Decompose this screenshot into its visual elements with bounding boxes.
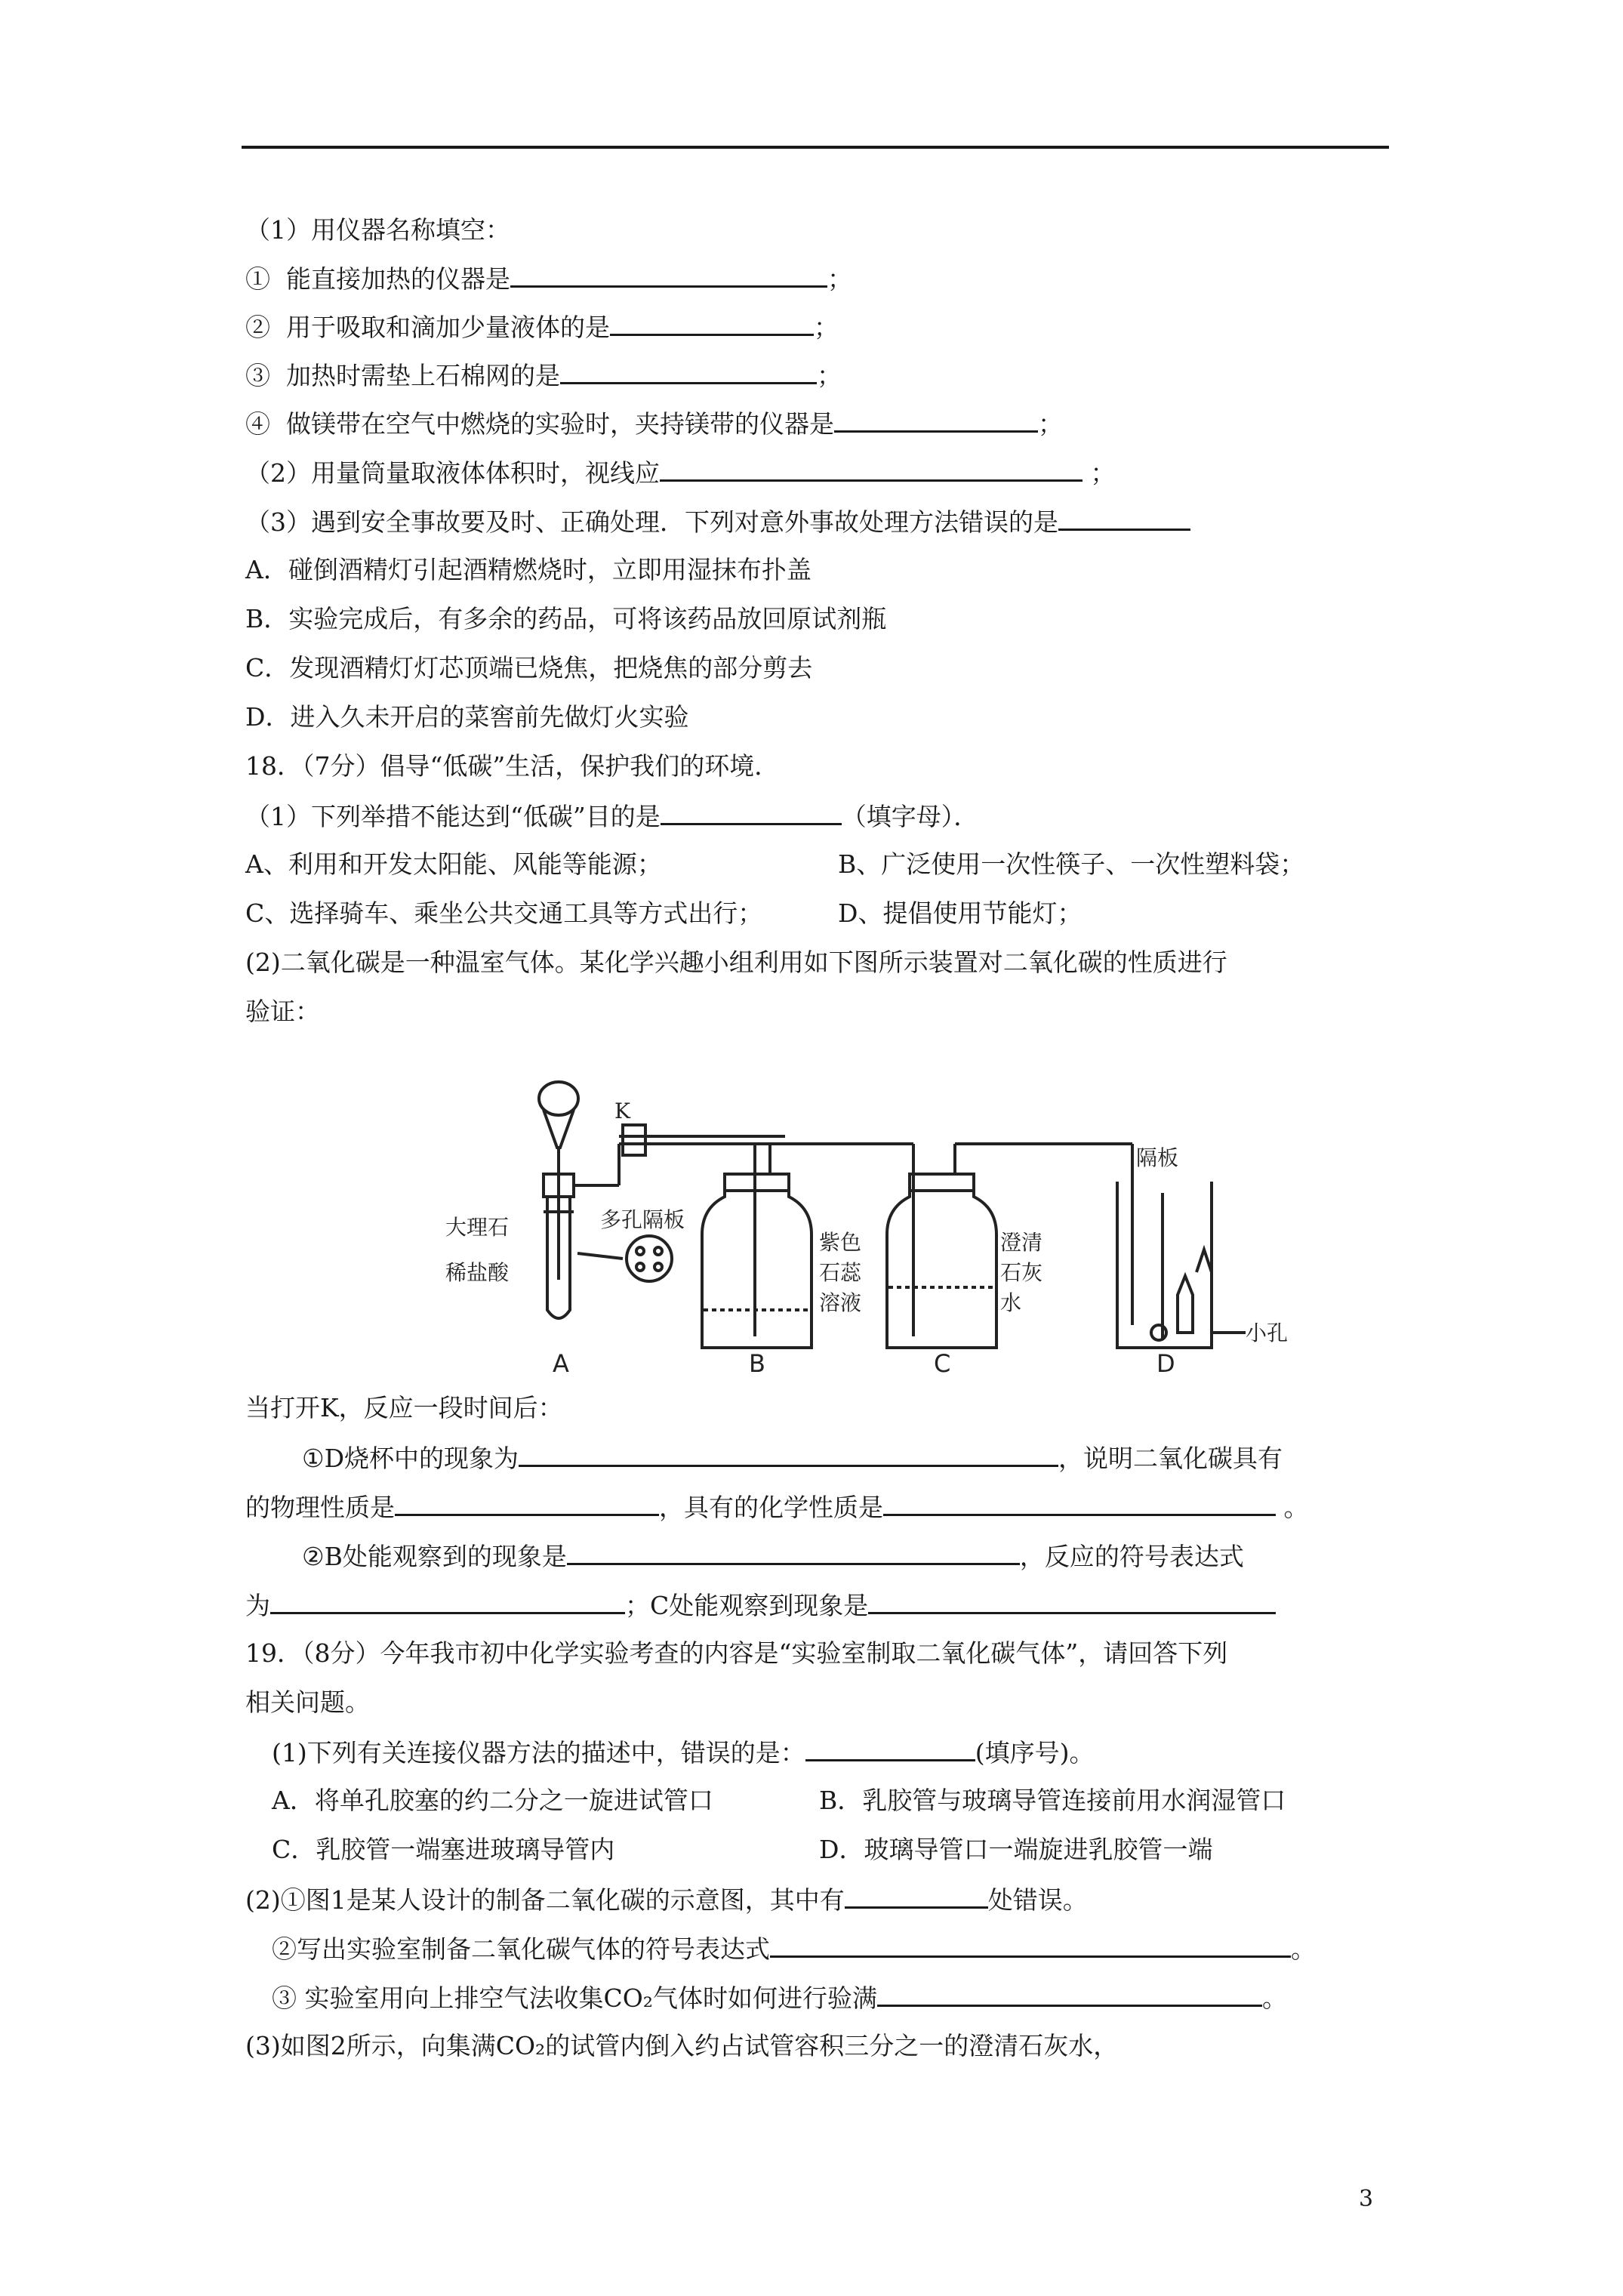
q17-item-2: ② 用于吸取和滴加少量液体的是 ； — [245, 313, 839, 342]
q18-option-a: A、利用和开发太阳能、风能等能源； — [245, 849, 662, 879]
q18-sub2-line2: 验证： — [245, 997, 320, 1026]
q18-d-observation: ①D烧杯中的现象为 ，说明二氧化碳具有 — [302, 1444, 1283, 1473]
q17-sub1-title: （1）用仪器名称填空： — [245, 215, 510, 245]
answer-blank[interactable] — [770, 1933, 1291, 1958]
q17-sub2: （2）用量筒量取液体体积时，视线应 ； — [245, 458, 1116, 488]
q18-b-equation: 为 ；C处能观察到现象是 — [245, 1589, 1276, 1621]
label-hole: 小孔 — [1246, 1321, 1289, 1345]
answer-blank[interactable] — [868, 1589, 1276, 1614]
q17-sub3: （3）遇到安全事故要及时、正确处理．下列对意外事故处理方法错误的是 — [245, 506, 1190, 538]
label-d: D — [1156, 1349, 1175, 1378]
apparatus-figure — [317, 1061, 1298, 1378]
answer-blank[interactable] — [660, 457, 1083, 482]
answer-blank[interactable] — [510, 263, 827, 288]
label-divider: 隔板 — [1136, 1145, 1179, 1170]
label-litmus-1: 紫色 — [819, 1230, 862, 1255]
answer-blank[interactable] — [1058, 506, 1190, 531]
label-c: C — [934, 1349, 951, 1378]
q19-option-b: B．乳胶管与玻璃导管连接前用水润湿管口 — [819, 1786, 1286, 1815]
label-a: A — [553, 1349, 569, 1378]
label-litmus-3: 溶液 — [819, 1290, 862, 1315]
q18-option-c: C、选择骑车、乘坐公共交通工具等方式出行； — [245, 898, 763, 928]
q19-title-line2: 相关问题。 — [245, 1687, 370, 1717]
apparatus-diagram — [317, 1061, 1298, 1378]
q19-title-line1: 19．（8分）今年我市初中化学实验考查的内容是“实验室制取二氧化碳气体”，请回答下列 — [245, 1638, 1228, 1668]
q19-sub2-c: ③ 实验室用向上排空气法收集CO₂气体时如何进行验满 。 — [272, 1983, 1288, 2013]
label-marble: 大理石 — [445, 1215, 510, 1240]
header-rule — [242, 146, 1389, 149]
q19-sub2-b: ②写出实验室制备二氧化碳气体的符号表达式 。 — [272, 1934, 1316, 1964]
q18-d-properties: 的物理性质是 ，具有的化学性质是 。 — [245, 1493, 1309, 1522]
label-lime-3: 水 — [1000, 1290, 1022, 1315]
answer-blank[interactable] — [567, 1540, 1020, 1565]
answer-blank[interactable] — [845, 1884, 988, 1909]
q18-option-d: D、提倡使用节能灯； — [838, 898, 1083, 928]
page-number: 3 — [1359, 2186, 1374, 2212]
q18-after-figure: 当打开K，反应一段时间后： — [245, 1393, 563, 1422]
label-b: B — [749, 1349, 765, 1378]
answer-blank[interactable] — [661, 800, 842, 825]
q19-sub3: (3)如图2所示，向集满CO₂的试管内倒入约占试管容积三分之一的澄清石灰水， — [245, 2031, 1119, 2060]
q17-item-3: ③ 加热时需垫上石棉网的是 ； — [245, 361, 842, 390]
label-acid: 稀盐酸 — [445, 1260, 510, 1285]
q17-option-b: B．实验完成后，有多余的药品，可将该药品放回原试剂瓶 — [245, 604, 887, 633]
label-lime-2: 石灰 — [1000, 1260, 1043, 1285]
q17-item-1: ① 能直接加热的仪器是 ； — [245, 264, 852, 294]
label-k: K — [614, 1099, 630, 1123]
q18-b-observation: ②B处能观察到的现象是 ，反应的符号表达式 — [302, 1542, 1244, 1571]
answer-blank[interactable] — [395, 1491, 659, 1516]
label-litmus-2: 石蕊 — [819, 1260, 862, 1285]
q18-sub2-line1: (2)二氧化碳是一种温室气体。某化学兴趣小组利用如下图所示装置对二氧化碳的性质进行 — [245, 948, 1227, 977]
label-lime-1: 澄清 — [1000, 1230, 1043, 1255]
q17-option-d: D．进入久未开启的菜窖前先做灯火实验 — [245, 702, 689, 732]
label-plate: 多孔隔板 — [600, 1207, 685, 1232]
q17-option-a: A．碰倒酒精灯引起酒精燃烧时，立即用湿抹布扑盖 — [245, 555, 812, 584]
q18-sub1: （1）下列举措不能达到“低碳”目的是 （填字母）． — [245, 802, 979, 831]
answer-blank[interactable] — [610, 311, 814, 336]
answer-blank[interactable] — [519, 1442, 1058, 1467]
q17-option-c: C．发现酒精灯灯芯顶端已烧焦，把烧焦的部分剪去 — [245, 653, 813, 683]
q19-sub2-a: (2)①图1是某人设计的制备二氧化碳的示意图，其中有 处错误。 — [245, 1885, 1088, 1915]
q17-item-4: ④ 做镁带在空气中燃烧的实验时，夹持镁带的仪器是 ； — [245, 409, 1063, 439]
q19-sub1: (1)下列有关连接仪器方法的描述中，错误的是： (填序号)。 — [272, 1738, 1095, 1767]
q18-option-b: B、广泛使用一次性筷子、一次性塑料袋； — [838, 849, 1305, 879]
answer-blank[interactable] — [270, 1589, 625, 1614]
answer-blank[interactable] — [834, 408, 1038, 433]
answer-blank[interactable] — [805, 1737, 975, 1761]
q19-option-a: A．将单孔胶塞的约二分之一旋进试管口 — [272, 1786, 713, 1815]
answer-blank[interactable] — [883, 1491, 1276, 1516]
q19-option-c: C．乳胶管一端塞进玻璃导管内 — [272, 1835, 615, 1864]
answer-blank[interactable] — [560, 359, 817, 384]
q19-option-d: D．玻璃导管口一端旋进乳胶管一端 — [819, 1835, 1213, 1864]
answer-blank[interactable] — [877, 1982, 1262, 2007]
q18-title: 18．（7分）倡导“低碳”生活，保护我们的环境． — [245, 751, 780, 781]
